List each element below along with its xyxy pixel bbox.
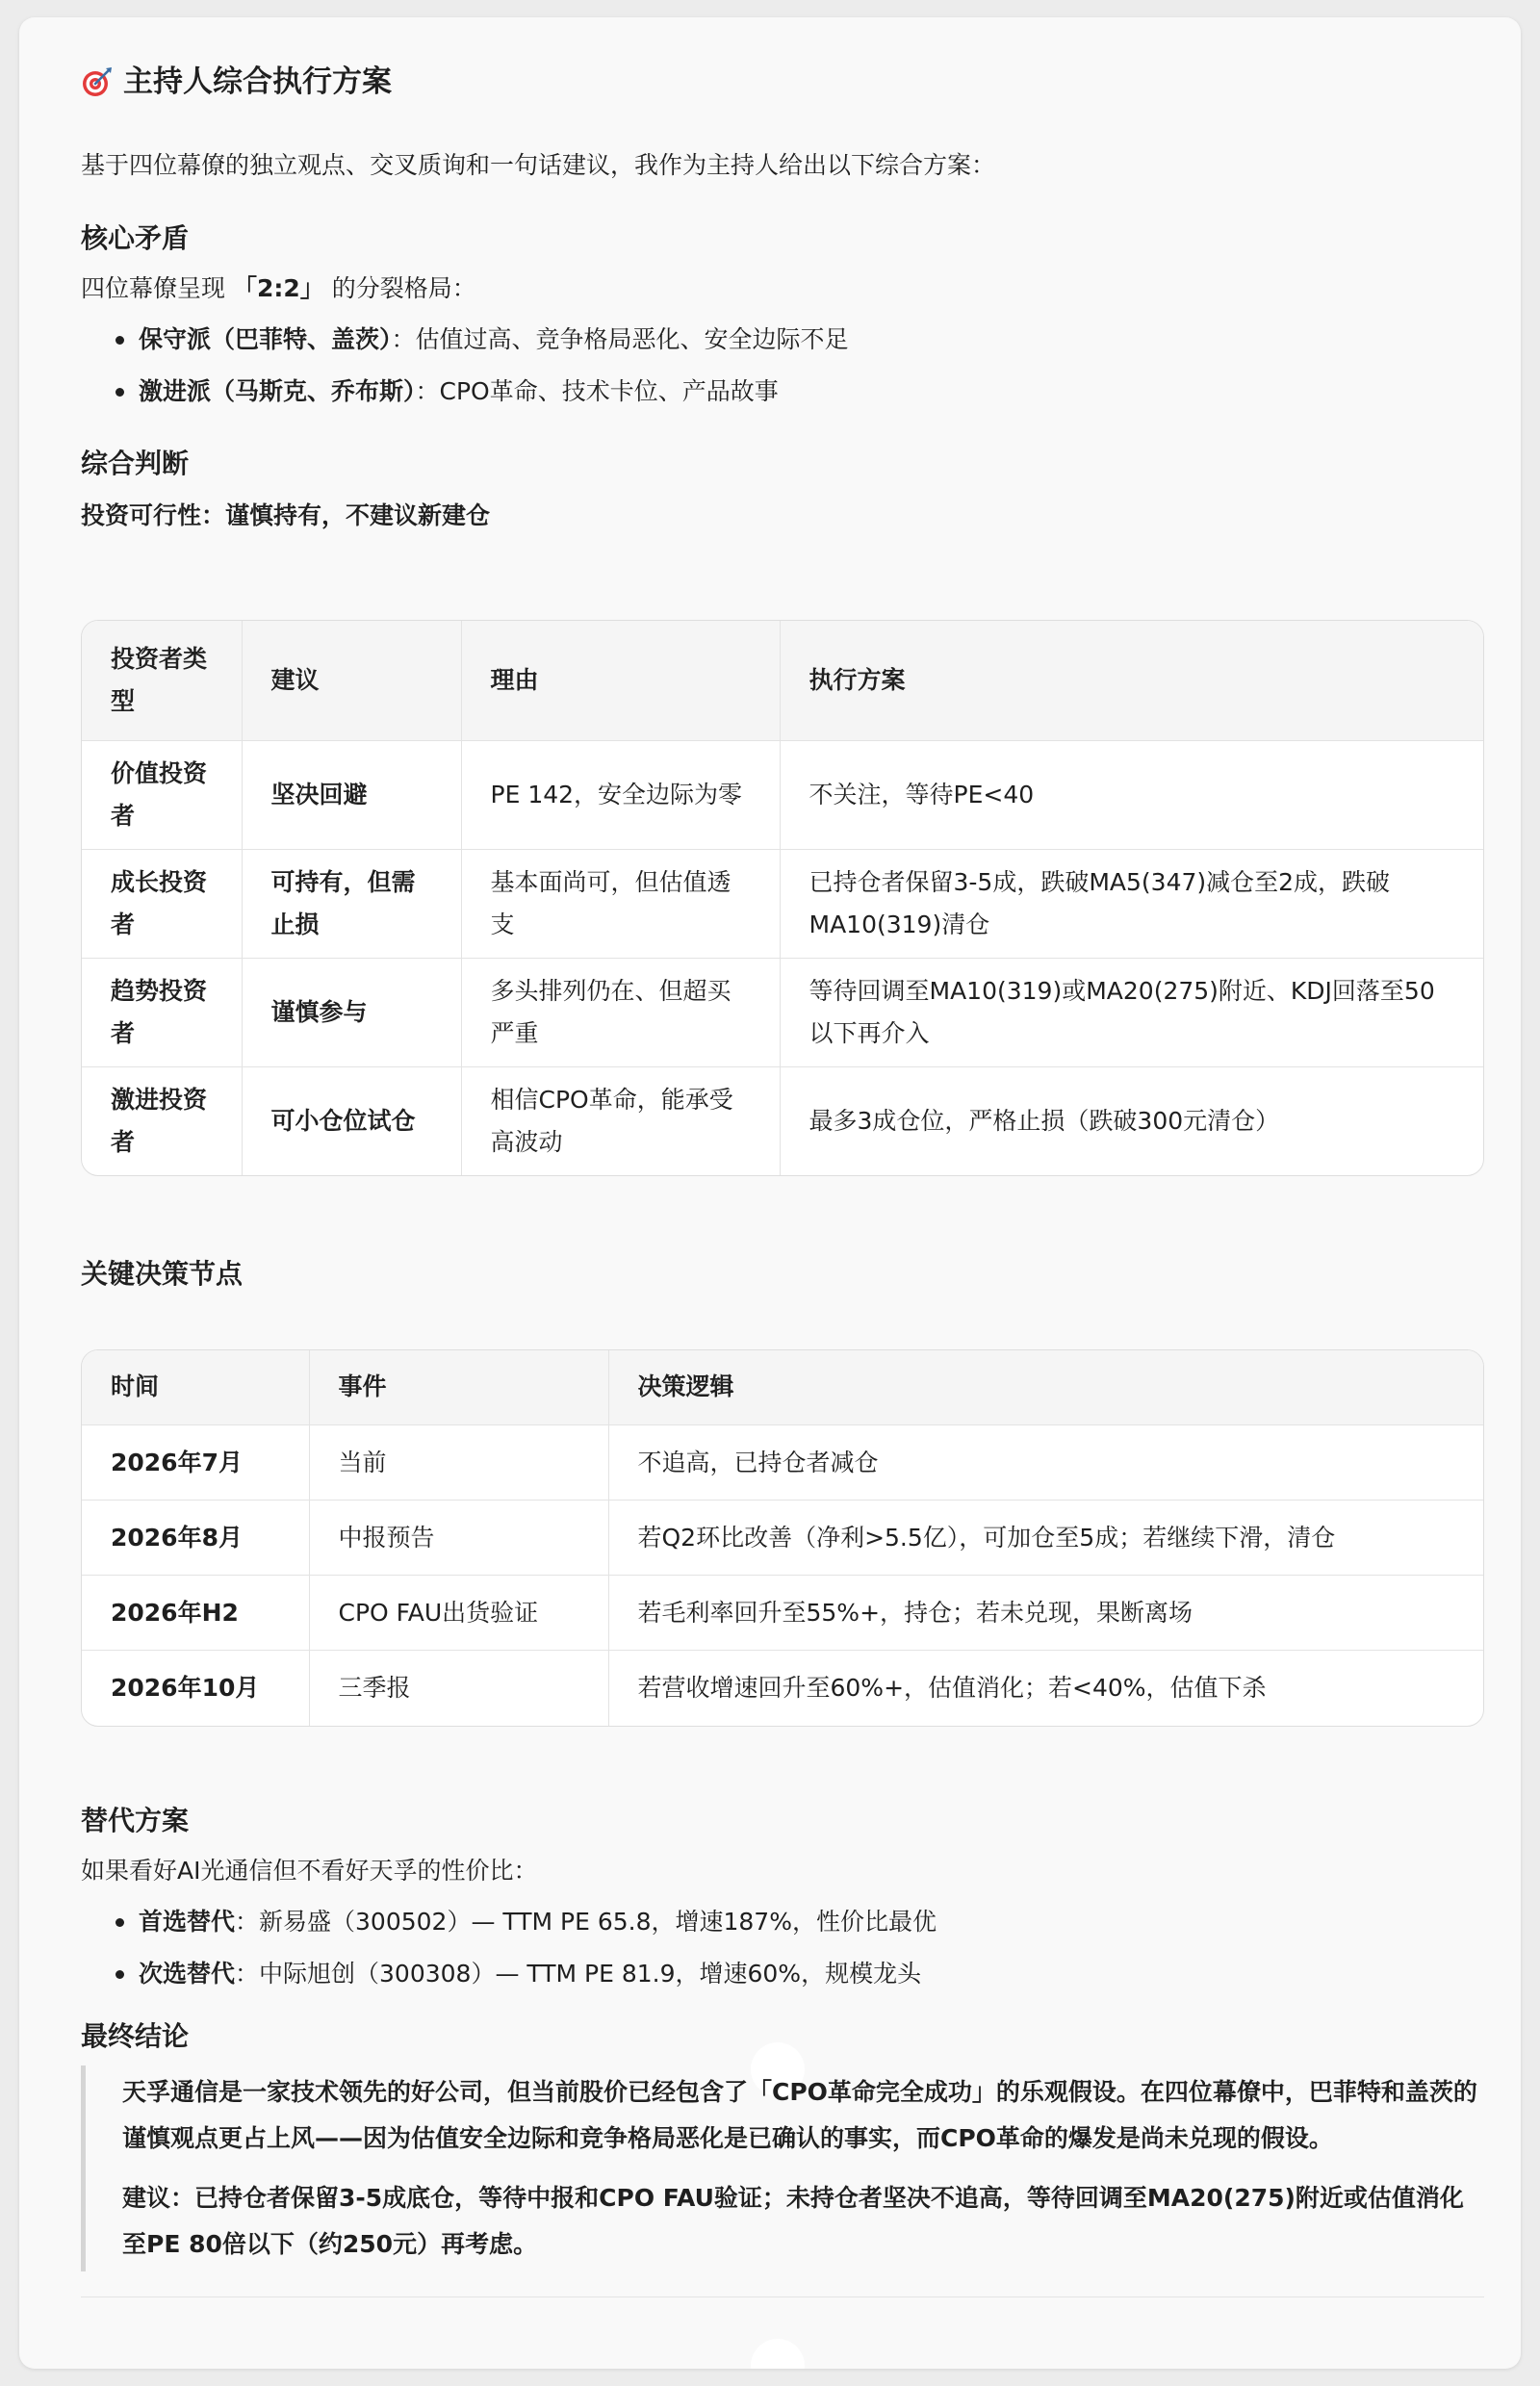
table-row (82, 1066, 1483, 1175)
table-cell: 多头排列仍在、但超买严重 (461, 958, 780, 1066)
table-header-row (82, 1350, 1483, 1425)
table-cell: 不追高，已持仓者减仓 (608, 1425, 1483, 1501)
table-cell: 若毛利率回升至55%+，持仓；若未兑现，果断离场 (608, 1576, 1483, 1651)
table-cell: 当前 (309, 1425, 608, 1501)
core-text-after: 的分裂格局： (323, 274, 476, 302)
table-cell: 2026年H2 (82, 1576, 309, 1651)
bullet-bold: 保守派（巴菲特、盖茨） (139, 325, 392, 353)
section-heading-conclusion: 最终结论 (81, 2019, 190, 2052)
table-cell: 三季报 (309, 1651, 608, 1726)
core-ratio: 「2:2」 (232, 274, 324, 302)
bullet-text: ：新易盛（300502）— TTM PE 65.8，增速187%，性价比最优 (235, 1907, 937, 1936)
table-row (82, 1425, 1483, 1501)
column-header: 建议 (242, 621, 461, 740)
ghost-circle (751, 2339, 805, 2369)
page-title (81, 46, 1484, 117)
column-header: 事件 (309, 1350, 608, 1425)
table-cell: 若Q2环比改善（净利>5.5亿），可加仓至5成；若继续下滑，清仓 (608, 1501, 1483, 1576)
table-cell: 坚决回避 (242, 740, 461, 849)
table-cell: 2026年10月 (82, 1651, 309, 1726)
table-cell: PE 142，安全边际为零 (461, 740, 780, 849)
alternatives-intro: 如果看好AI光通信但不看好天孚的性价比： (81, 1856, 538, 1885)
bullet-bold: 激进派（马斯克、乔布斯） (139, 377, 416, 405)
list-item (81, 314, 1484, 366)
table-cell: 最多3成仓位，严格止损（跌破300元清仓） (808, 1106, 1280, 1135)
feasibility-line: 投资可行性：谨慎持有，不建议新建仓 (81, 501, 491, 529)
table-cell: 谨慎参与 (242, 958, 461, 1066)
bullet-text: ：估值过高、竞争格局恶化、安全边际不足 (391, 325, 849, 353)
core-text (81, 269, 1484, 308)
table-header-row (82, 621, 1483, 740)
section-heading-core: 核心矛盾 (81, 222, 190, 254)
table-row (82, 1576, 1483, 1651)
alternatives-bullet-list (81, 1896, 1484, 2000)
divider (81, 2296, 1484, 2297)
table-cell: 可持有，但需止损 (242, 849, 461, 958)
table-cell: CPO FAU出货验证 (309, 1576, 608, 1651)
table-row (82, 1501, 1483, 1576)
table-row (82, 740, 1483, 849)
column-header: 决策逻辑 (608, 1350, 1483, 1425)
title-text: 主持人综合执行方案 (123, 64, 392, 99)
column-header: 理由 (461, 621, 780, 740)
table-cell: 中报预告 (309, 1501, 608, 1576)
target-icon (81, 65, 114, 98)
section-heading-judgment: 综合判断 (81, 448, 190, 479)
intro-paragraph: 基于四位幕僚的独立观点、交叉质询和一句话建议，我作为主持人给出以下综合方案： (81, 151, 996, 179)
table-cell: 相信CPO革命，能承受高波动 (461, 1066, 780, 1175)
section-heading-nodes: 关键决策节点 (81, 1257, 244, 1290)
table-cell: 若营收增速回升至60%+，估值消化；若<40%，估值下杀 (637, 1673, 1267, 1702)
list-item (81, 366, 1484, 418)
conclusion-quote (81, 2065, 1484, 2271)
table-cell: 激进投资者 (82, 1066, 242, 1175)
list-item (81, 1896, 1484, 1948)
list-item (81, 1948, 1484, 2000)
table-cell: 成长投资者 (82, 849, 242, 958)
message-content (81, 46, 1484, 2297)
table-row (82, 958, 1483, 1066)
table-cell: 可小仓位试仓 (242, 1066, 461, 1175)
bullet-bold: 首选替代 (139, 1907, 236, 1936)
investor-table (81, 620, 1484, 1176)
bullet-bold: 次选替代 (139, 1959, 236, 1988)
table-cell: 价值投资者 (82, 740, 242, 849)
table-cell: 不关注，等待PE<40 (780, 740, 1483, 849)
core-text-before: 四位幕僚呈现 (81, 274, 233, 302)
table-row (82, 1651, 1483, 1726)
column-header: 时间 (82, 1350, 309, 1425)
column-header: 投资者类型 (82, 621, 242, 740)
column-header: 执行方案 (780, 621, 1483, 740)
core-bullet-list (81, 314, 1484, 418)
table-cell: 2026年7月 (82, 1425, 309, 1501)
table-row (82, 849, 1483, 958)
table-cell: 已持仓者保留3-5成，跌破MA5(347)减仓至2成，跌破MA10(319)清仓 (780, 849, 1483, 958)
section-heading-alternatives: 替代方案 (81, 1804, 190, 1836)
decision-nodes-table (81, 1349, 1484, 1727)
message-card (19, 17, 1521, 2369)
table-cell: 2026年8月 (82, 1501, 309, 1576)
table-cell: 趋势投资者 (82, 958, 242, 1066)
conclusion-paragraph: 天孚通信是一家技术领先的好公司，但当前股价已经包含了「CPO革命完全成功」的乐观假设。在四位幕僚中，巴菲特和盖茨的谨慎观点更占上风——因为估值安全边际和竞争格局恶化是已确认的事实，而CPO革命的爆发是尚未兑现的假设。 (122, 2077, 1477, 2152)
table-cell: 基本面尚可，但估值透支 (461, 849, 780, 958)
table-cell: 等待回调至MA10(319)或MA20(275)附近、KDJ回落至50以下再介入 (780, 958, 1483, 1066)
bullet-text: ：中际旭创（300308）— TTM PE 81.9，增速60%，规模龙头 (235, 1959, 922, 1988)
recommendation-paragraph: 建议：已持仓者保留3-5成底仓，等待中报和CPO FAU验证；未持仓者坚决不追高，等待回调至MA20(275)附近或估值消化至PE 80倍以下（约250元）再考虑。 (122, 2183, 1464, 2258)
bullet-text: ：CPO革命、技术卡位、产品故事 (415, 377, 779, 405)
